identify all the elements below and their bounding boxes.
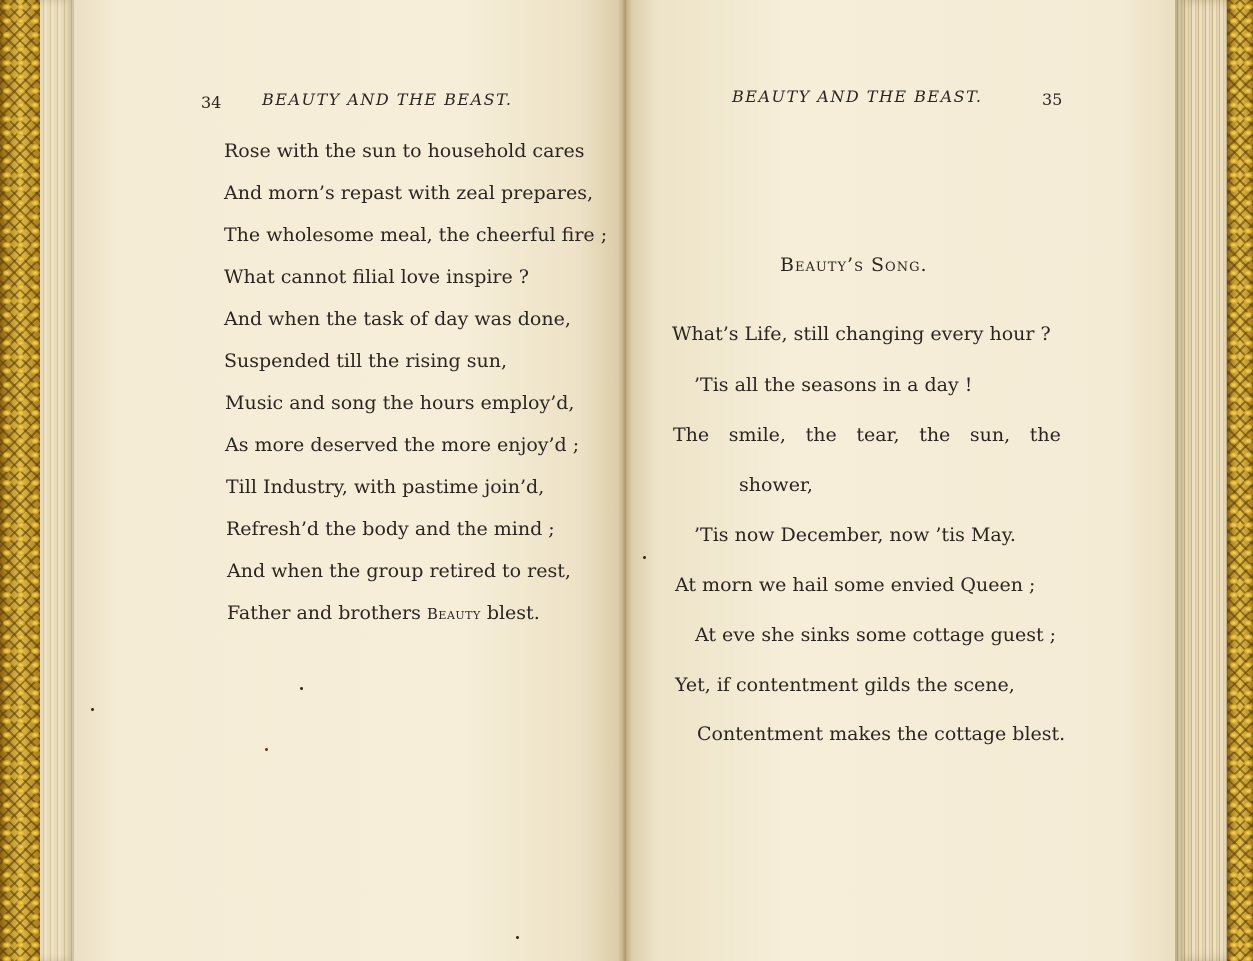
word: The	[673, 424, 710, 446]
ink-speck	[265, 748, 268, 751]
song-line: What’s Life, still changing every hour ?	[672, 323, 1051, 345]
word: the	[919, 424, 951, 446]
verse-line: Music and song the hours employ’d,	[225, 392, 575, 414]
verse-line: As more deserved the more enjoy’d ;	[225, 434, 580, 456]
gilt-edge-right	[1227, 0, 1253, 961]
verse-line: Refresh’d the body and the mind ;	[226, 518, 555, 540]
ink-speck	[91, 708, 94, 711]
song-line-continuation: shower,	[739, 474, 813, 496]
verse-line: Suspended till the rising sun,	[224, 350, 508, 372]
ink-speck	[300, 687, 303, 690]
verse-line: And when the group retired to rest,	[227, 560, 571, 582]
song-line: At morn we hail some envied Queen ;	[675, 574, 1036, 596]
ink-speck	[516, 936, 519, 939]
page-number-right: 35	[1042, 90, 1063, 109]
verse-line: What cannot filial love inspire ?	[224, 266, 529, 288]
ink-speck	[643, 556, 646, 559]
running-head-right: BEAUTY AND THE BEAST.	[732, 87, 983, 106]
verse-line: The wholesome meal, the cheerful fire ;	[224, 224, 608, 246]
song-line: Yet, if contentment gilds the scene,	[675, 674, 1015, 696]
word: tear,	[856, 424, 900, 446]
beauty-smallcaps: Beauty	[426, 605, 481, 623]
song-title: Beauty’s Song.	[780, 254, 928, 276]
page-number-left: 34	[201, 93, 222, 112]
verse-line-last	[227, 604, 540, 623]
song-line: ’Tis now December, now ’tis May.	[694, 524, 1016, 546]
verse-line: Rose with the sun to household cares	[224, 140, 585, 162]
word: smile,	[728, 424, 786, 446]
page-edges-left	[40, 0, 74, 961]
verse-line: Till Industry, with pastime join’d,	[226, 476, 545, 498]
verse-line: And morn’s repast with zeal prepares,	[224, 182, 594, 204]
word: the	[805, 424, 837, 446]
song-line-justified	[673, 426, 1061, 445]
running-head-left: BEAUTY AND THE BEAST.	[262, 90, 513, 109]
verse-text: Father and brothers	[227, 602, 427, 624]
song-line: ’Tis all the seasons in a day !	[694, 374, 973, 396]
book-gutter	[618, 0, 632, 961]
verse-text: blest.	[480, 602, 540, 624]
word: sun,	[969, 424, 1011, 446]
verse-line: And when the task of day was done,	[224, 308, 571, 330]
gilt-edge-left	[0, 0, 40, 961]
word: the	[1029, 424, 1061, 446]
right-page	[624, 0, 1175, 961]
song-line: At eve she sinks some cottage guest ;	[695, 624, 1057, 646]
page-edges-right	[1175, 0, 1227, 961]
song-line: Contentment makes the cottage blest.	[697, 723, 1066, 745]
